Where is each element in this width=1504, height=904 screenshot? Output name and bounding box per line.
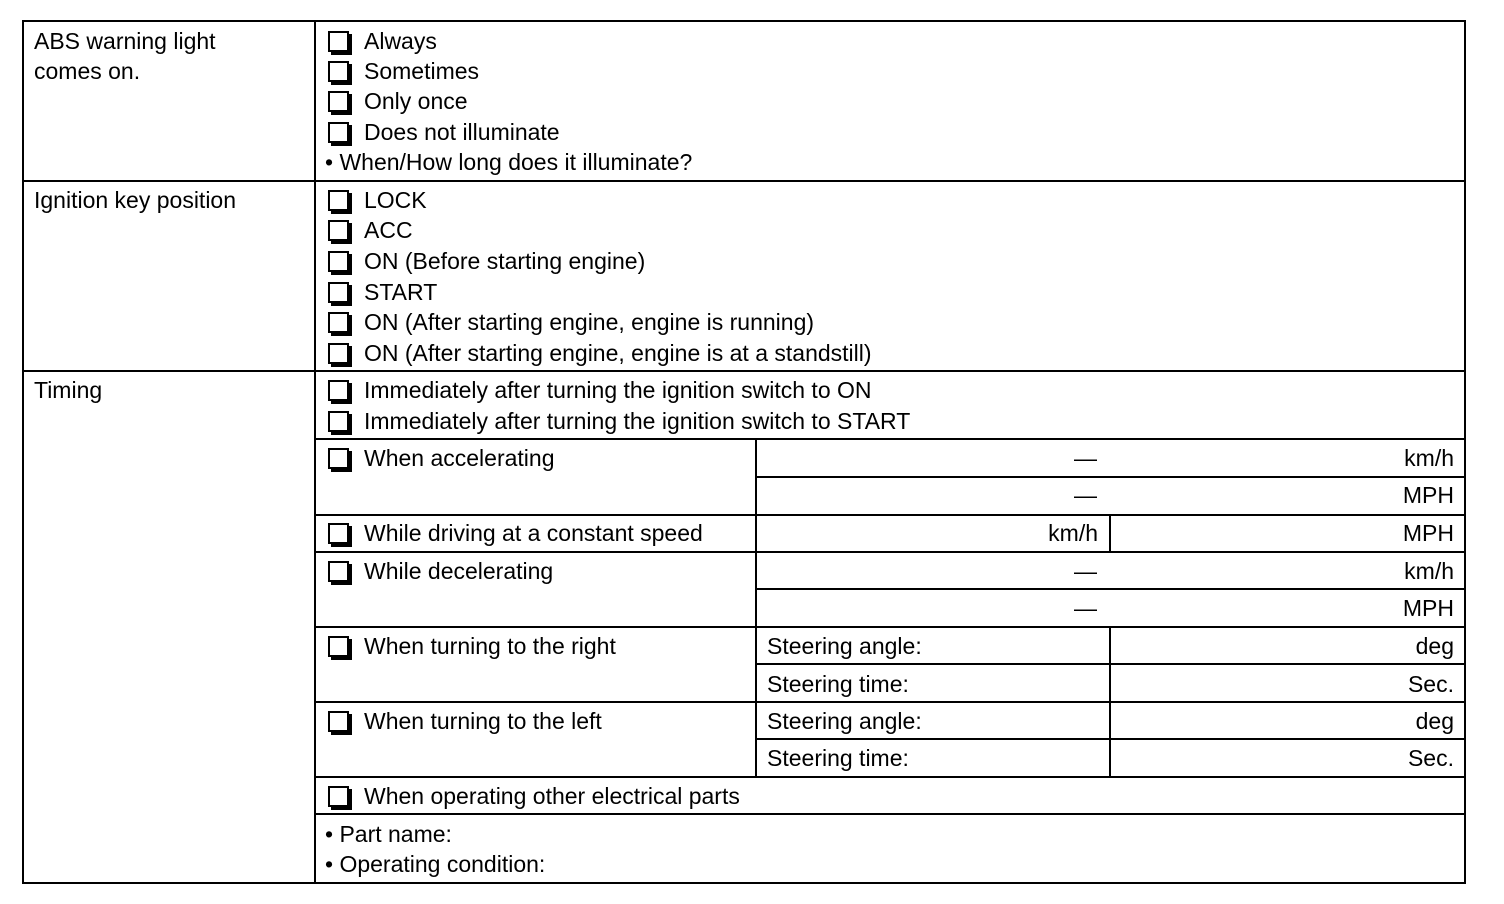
- option-on-before-start-label: ON (Before starting engine): [364, 248, 646, 274]
- turn-left-sec-unit: Sec.: [1407, 745, 1454, 771]
- row-divider: [756, 476, 1466, 478]
- option-on-engine-standstill-label: ON (After starting engine, engine is at a standstill): [364, 340, 872, 366]
- option-acc-label: ACC: [364, 217, 413, 243]
- table-border-right: [1464, 20, 1466, 884]
- column-divider: [1109, 626, 1111, 776]
- checkbox-does-not-illuminate[interactable]: [328, 122, 349, 143]
- constant-speed-mph-unit: MPH: [1402, 520, 1454, 546]
- row-divider: [314, 776, 1466, 778]
- row-divider: [756, 588, 1466, 590]
- option-turn-left-label: When turning to the left: [364, 708, 602, 734]
- option-always-label: Always: [364, 28, 437, 54]
- abs-light-label-line1: ABS warning light: [34, 28, 216, 54]
- option-decelerating-label: While decelerating: [364, 558, 554, 584]
- checkbox-lock[interactable]: [328, 190, 349, 211]
- accelerating-kmh-dash: —: [1074, 445, 1097, 471]
- row-divider: [22, 370, 1466, 372]
- turn-right-deg-unit: deg: [1415, 633, 1454, 659]
- checkbox-acc[interactable]: [328, 220, 349, 241]
- table-border-top: [22, 20, 1466, 22]
- decelerating-kmh-dash: —: [1074, 558, 1097, 584]
- checkbox-when-accelerating[interactable]: [328, 448, 349, 469]
- checkbox-electrical-parts[interactable]: [328, 786, 349, 807]
- option-on-engine-running-label: ON (After starting engine, engine is running): [364, 309, 815, 335]
- column-divider: [314, 20, 316, 884]
- checkbox-on-engine-running[interactable]: [328, 312, 349, 333]
- turn-left-steering-angle-label: Steering angle:: [767, 708, 922, 734]
- column-divider: [755, 438, 757, 776]
- option-immediately-on-label: Immediately after turning the ignition switch to ON: [364, 377, 872, 403]
- checkbox-sometimes[interactable]: [328, 61, 349, 82]
- turn-left-steering-time-label: Steering time:: [767, 745, 909, 771]
- row-divider: [314, 701, 1466, 703]
- checkbox-turn-right[interactable]: [328, 636, 349, 657]
- timing-label: Timing: [34, 377, 103, 403]
- checkbox-decelerating[interactable]: [328, 561, 349, 582]
- constant-speed-kmh-unit: km/h: [1048, 520, 1098, 546]
- illumination-question: • When/How long does it illuminate?: [325, 149, 693, 175]
- option-does-not-illuminate-label: Does not illuminate: [364, 119, 560, 145]
- accelerating-kmh-unit: km/h: [1404, 445, 1454, 471]
- checkbox-constant-speed[interactable]: [328, 523, 349, 544]
- row-divider: [22, 180, 1466, 182]
- turn-right-steering-time-label: Steering time:: [767, 671, 909, 697]
- option-electrical-parts-label: When operating other electrical parts: [364, 783, 740, 809]
- checkbox-on-before-start[interactable]: [328, 251, 349, 272]
- checkbox-always[interactable]: [328, 31, 349, 52]
- turn-right-sec-unit: Sec.: [1407, 671, 1454, 697]
- option-lock-label: LOCK: [364, 187, 427, 213]
- checkbox-start[interactable]: [328, 282, 349, 303]
- part-name-label: • Part name:: [325, 821, 452, 847]
- turn-left-deg-unit: deg: [1415, 708, 1454, 734]
- decelerating-mph-unit: MPH: [1402, 595, 1454, 621]
- option-only-once-label: Only once: [364, 88, 468, 114]
- row-divider: [314, 626, 1466, 628]
- row-divider: [756, 663, 1466, 665]
- option-turn-right-label: When turning to the right: [364, 633, 616, 659]
- operating-condition-label: • Operating condition:: [325, 851, 546, 877]
- table-border-bottom: [22, 882, 1466, 884]
- option-constant-speed-label: While driving at a constant speed: [364, 520, 703, 546]
- diagnostic-worksheet-table: [22, 20, 1466, 884]
- option-start-label: START: [364, 279, 438, 305]
- row-divider: [314, 438, 1466, 440]
- checkbox-only-once[interactable]: [328, 91, 349, 112]
- column-divider: [1109, 514, 1111, 551]
- ignition-key-position-label: Ignition key position: [34, 187, 237, 213]
- row-divider: [756, 738, 1466, 740]
- checkbox-turn-left[interactable]: [328, 711, 349, 732]
- row-divider: [314, 514, 1466, 516]
- abs-light-label-line2: comes on.: [34, 58, 141, 84]
- accelerating-mph-dash: —: [1074, 482, 1097, 508]
- row-divider: [314, 813, 1466, 815]
- accelerating-mph-unit: MPH: [1402, 482, 1454, 508]
- decelerating-kmh-unit: km/h: [1404, 558, 1454, 584]
- option-sometimes-label: Sometimes: [364, 58, 480, 84]
- checkbox-immediately-start[interactable]: [328, 411, 349, 432]
- option-immediately-start-label: Immediately after turning the ignition switch to START: [364, 408, 911, 434]
- option-when-accelerating-label: When accelerating: [364, 445, 555, 471]
- decelerating-mph-dash: —: [1074, 595, 1097, 621]
- row-divider: [314, 551, 1466, 553]
- table-border-left: [22, 20, 24, 884]
- turn-right-steering-angle-label: Steering angle:: [767, 633, 922, 659]
- checkbox-immediately-on[interactable]: [328, 380, 349, 401]
- checkbox-on-engine-standstill[interactable]: [328, 343, 349, 364]
